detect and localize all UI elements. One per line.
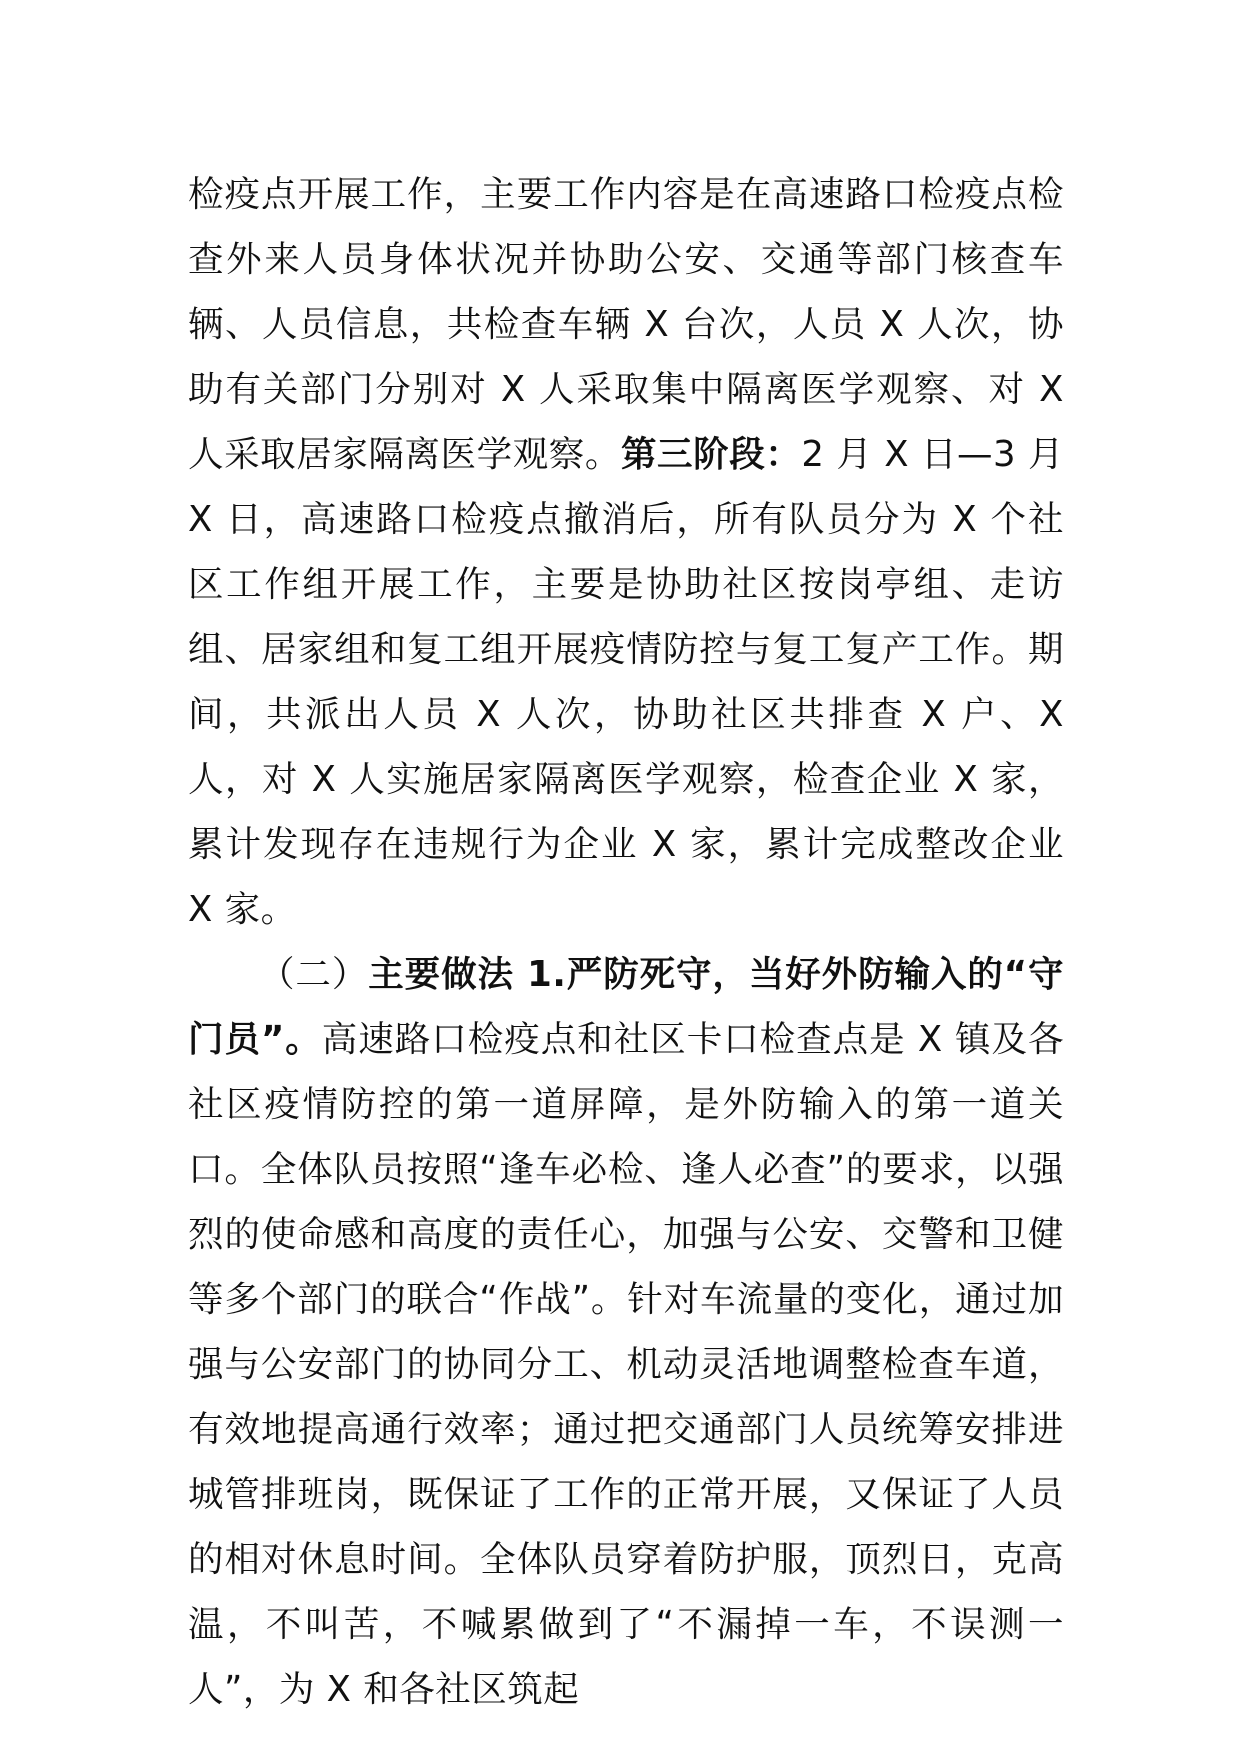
document-body bbox=[188, 162, 1064, 1722]
paragraph-text: 检疫点开展工作，主要工作内容是在高速路口检疫点检查外来人员身体状况并协助公安、交通等部门核查车辆、人员信息，共检查车辆 X 台次，人员 X 人次，协助有关部门分别对 X 人采取集中隔离医学观察、对 X 人采取居家隔离医学观察。 bbox=[188, 174, 1064, 475]
paragraph-main-practices bbox=[188, 942, 1064, 1722]
paragraph-text: 高速路口检疫点和社区卡口检查点是 X 镇及各社区疫情防控的第一道屏障，是外防输入的第一道关口。全体队员按照“逢车必检、逢人必查”的要求，以强烈的使命感和高度的责任心，加强与公安、交警和卫健等多个部门的联合“作战”。针对车流量的变化，通过加强与公安部门的协同分工、机动灵活地调整检查车道，有效地提高通行效率；通过把交通部门人员统筹安排进城管排班岗，既保证了工作的正常开展，又保证了人员的相对休息时间。全体队员穿着防护服，顶烈日，克高温，不叫苦，不喊累做到了“不漏掉一车，不误测一人”，为 X 和各社区筑起 bbox=[188, 1019, 1064, 1710]
section-number: （二） bbox=[259, 954, 369, 995]
stage-three-label: 第三阶段： bbox=[620, 434, 802, 475]
section-heading: 主要做法 1.严防死守，当好外防输入的“守门员”。 bbox=[188, 954, 1064, 1060]
paragraph-text: 2 月 X 日—3 月 X 日，高速路口检疫点撤消后，所有队员分为 X 个社区工作组开展工作，主要是协助社区按岗亭组、走访组、居家组和复工组开展疫情防控与复工复产工作。期间，共派出人员 X 人次，协助社区共排查 X 户、X 人，对 X 人实施居家隔离医学观察，检查企业 X 家，累计发现存在违规行为企业 X 家，累计完成整改企业 X 家。 bbox=[188, 434, 1064, 930]
paragraph-stage-three bbox=[188, 162, 1064, 942]
